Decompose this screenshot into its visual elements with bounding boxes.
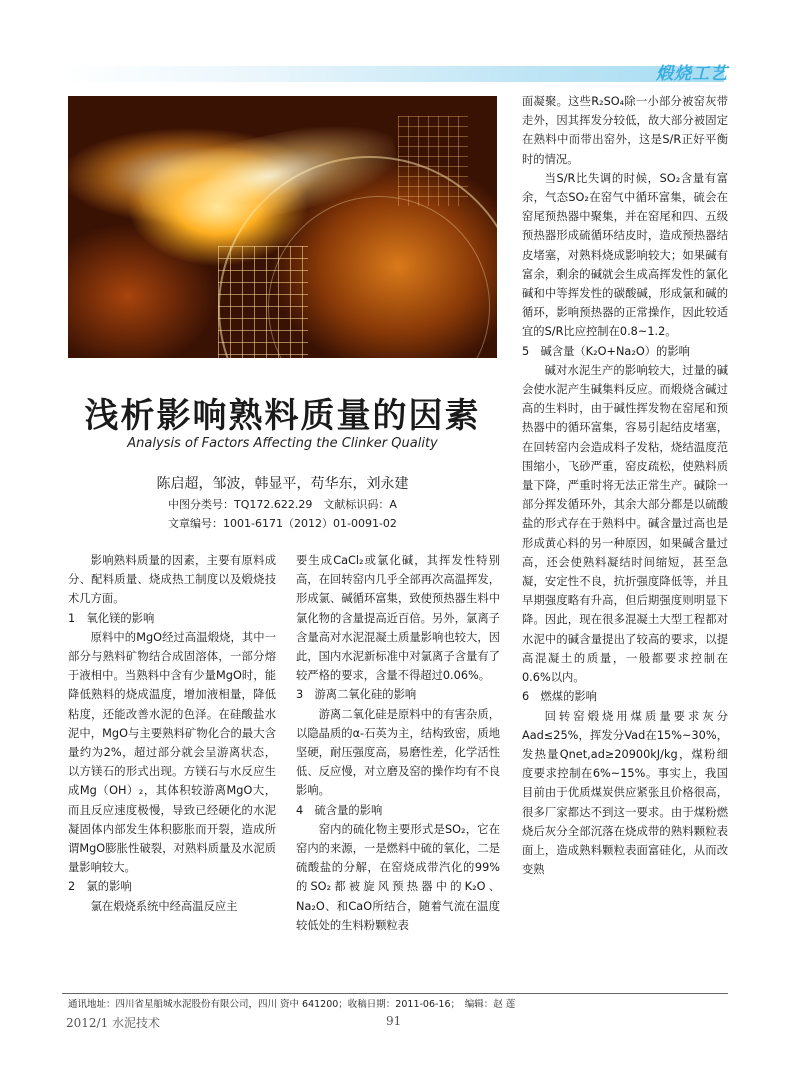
paragraph: 窑内的硫化物主要形式是SO₂，它在窑内的来源，一是燃料中硫的氧化，二是硫酸盐的分解，在窑烧成带汽化的99%的SO₂都被旋风预热器中的K₂O、Na₂O、和CaO所结合，随着气流在温度较低处的生料粉颗粒表 bbox=[296, 822, 500, 932]
paragraph: 影响熟料质量的因素，主要有原料成分、配料质量、烧成热工制度以及煅烧技术几方面。 bbox=[68, 554, 276, 606]
footer-divider bbox=[62, 993, 728, 994]
hero-image-grid-small bbox=[398, 116, 468, 206]
text-column-left bbox=[68, 551, 276, 916]
section-heading: 1 氧化镁的影响 bbox=[68, 611, 155, 625]
journal-issue: 2012/1 水泥技术 bbox=[66, 1016, 161, 1030]
section-tag: 煅烧工艺 bbox=[656, 64, 728, 84]
footer-note: 通讯地址：四川省星船城水泥股份有限公司，四川 资中 641200；收稿日期：2011-06-16； 编辑：赵 莲 bbox=[68, 999, 516, 1010]
paragraph: 碱对水泥生产的影响较大，过量的碱会使水泥产生碱集料反应。而煅烧含碱过高的生料时，由于碱性挥发物在窑尾和预热器中的循环富集，容易引起结皮堵塞，在回转窑内会造成料子发粘，烧结温度范围缩小，飞砂严重，窑皮疏松，使熟料质量下降，严重时将无法正常生产。碱除一部分挥发循环外，其余大部分都是以硫酸盐的形式存在于熟料中。碱含量过高也是形成黄心料的另一种原因，如果碱含量过高，还会使熟料凝结时间缩短，甚至急凝，安定性不良，抗折强度降低等，并且早期强度略有升高，但后期强度则明显下降。因此，现在很多混凝土大型工程都对水泥中的碱含量提出了较高的要求，以提高混凝土的质量，一般都要求控制在0.6%以内。 bbox=[522, 363, 728, 685]
section-heading: 5 碱含量（K₂O+Na₂O）的影响 bbox=[522, 344, 690, 358]
article-authors: 陈启超，邹波，韩显平，苟华东，刘永建 bbox=[156, 476, 409, 492]
section-heading: 3 游离二氧化硅的影响 bbox=[296, 688, 417, 702]
article-title: 浅析影响熟料质量的因素 bbox=[84, 396, 481, 436]
article-number-line: 文章编号：1001-6171（2012）01-0091-02 bbox=[168, 517, 397, 530]
hero-image bbox=[68, 96, 497, 358]
hero-image-grid bbox=[218, 246, 308, 358]
paragraph: 当S/R比失调的时候，SO₂含量有富余，气态SO₂在窑气中循环富集，硫会在窑尾预热器中聚集，并在窑尾和四、五级预热器形成硫循环结皮时，造成预热器结皮堵塞，对熟料烧成影响较大；如果碱有富余，剩余的碱就会生成高挥发性的氯化碱和中等挥发性的碳酸碱，形成氯和碱的循环，影响预热器的正常操作，因此较适宜的S/R比应控制在0.8~1.2。 bbox=[522, 171, 728, 339]
section-heading: 6 燃煤的影响 bbox=[522, 690, 597, 704]
section-heading: 4 硫含量的影响 bbox=[296, 803, 383, 817]
page-number: 91 bbox=[386, 1014, 402, 1028]
text-column-right bbox=[522, 92, 728, 879]
section-heading: 面凝聚。这些R₂SO₄除一小部分被窑灰带走外，因其挥发分较低，故大部分被固定在熟料中而带出窑外，这是S/R正好平衡时的情况。 bbox=[522, 95, 728, 166]
text-column-middle bbox=[296, 551, 500, 935]
classification-line: 中图分类号：TQ172.622.29 文献标识码：A bbox=[168, 498, 397, 511]
paragraph: 氯在煅烧系统中经高温反应主 bbox=[90, 899, 238, 913]
section-heading: 要生成CaCl₂或氯化碱，其挥发性特别高，在回转窑内几乎全部再次高温挥发，形成氯、碱循环富集，致使预热器生料中氯化物的含量提高近百倍。另外，氯离子含量高对水泥混凝土质量影响也较大，因此，国内水泥新标准中对氯离子含量有了较严格的要求，含量不得超过0.06%。 bbox=[296, 554, 500, 683]
section-heading: 2 氯的影响 bbox=[68, 880, 132, 894]
article-title-english: Analysis of Factors Affecting the Clinker Quality bbox=[127, 436, 438, 451]
paragraph: 原料中的MgO经过高温煅烧，其中一部分与熟料矿物结合成固溶体，一部分熔于液相中。当熟料中含有少量MgO时，能降低熟料的烧成温度，增加液相量，降低粘度，还能改善水泥的色泽。在硅酸盐水泥中，MgO与主要熟料矿物化合的最大含量约为2%，超过部分就会呈游离状态，以方镁石的形式出现。方镁石与水反应生成Mg（OH）₂，其体积较游离MgO大，而且反应速度极慢，导致已经硬化的水泥凝固体内部发生体积膨胀而开裂，造成所谓MgO膨胀性破裂，对熟料质量及水泥质量影响较大。 bbox=[68, 630, 276, 875]
paragraph: 回转窑煅烧用煤质量要求灰分Aad≤25%，挥发分Vad在15%~30%，发热量Qnet,ad≥20900kJ/kg，煤粉细度要求控制在6%~15%。事实上，我国目前由于优质煤炭供应紧张且价格很高，很多厂家都达不到这一要求。由于煤粉燃烧后灰分全部沉落在烧成带的熟料颗粒表面上，造成熟料颗粒表面富硅化，从而改变熟 bbox=[522, 709, 728, 877]
paragraph: 游离二氧化硅是原料中的有害杂质，以隐晶质的α-石英为主，结构致密，质地坚硬，耐压强度高，易磨性差，化学活性低、反应慢，对立磨及窑的操作均有不良影响。 bbox=[296, 707, 500, 798]
header-band bbox=[62, 66, 724, 82]
